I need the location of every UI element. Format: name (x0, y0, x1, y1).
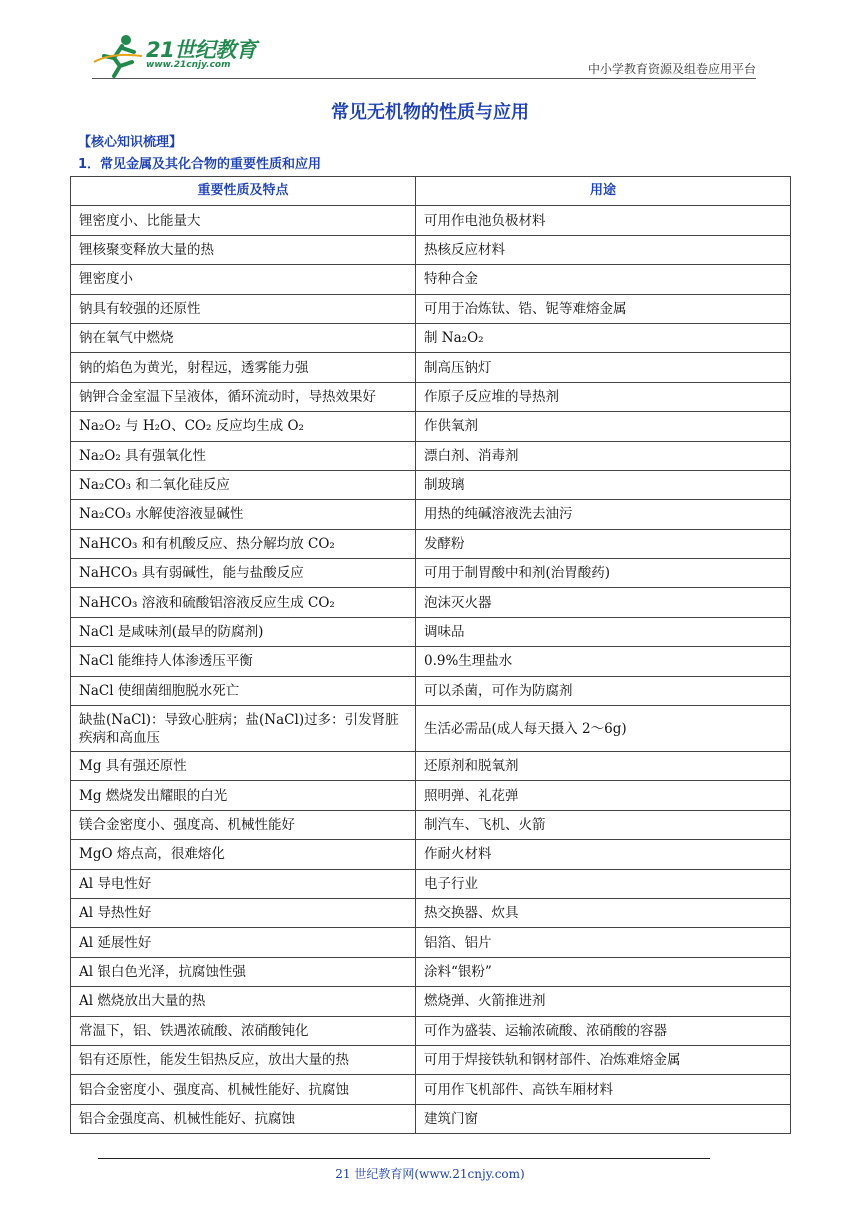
use-cell: 作耐火材料 (416, 840, 791, 869)
property-cell: 铝合金密度小、强度高、机械性能好、抗腐蚀 (71, 1075, 416, 1104)
use-cell: 可用于焊接铁轨和钢材部件、冶炼难熔金属 (416, 1045, 791, 1074)
table-row (71, 559, 791, 588)
column-header-property: 重要性质及特点 (71, 177, 416, 206)
property-cell: Na₂CO₃ 水解使溶液显碱性 (71, 500, 416, 529)
table-row (71, 353, 791, 382)
use-cell: 热核反应材料 (416, 235, 791, 264)
property-cell: 缺盐(NaCl)：导致心脏病；盐(NaCl)过多：引发肾脏疾病和高血压 (71, 706, 416, 752)
property-cell: Al 导电性好 (71, 869, 416, 898)
table-row (71, 1075, 791, 1104)
property-cell: 钠的焰色为黄光，射程远，透雾能力强 (71, 353, 416, 382)
use-cell: 作原子反应堆的导热剂 (416, 382, 791, 411)
property-cell: 常温下，铝、铁遇浓硫酸、浓硝酸钝化 (71, 1016, 416, 1045)
section-heading: 【核心知识梳理】 (78, 135, 183, 150)
use-cell: 涂料“银粉” (416, 957, 791, 986)
table-row (71, 676, 791, 705)
footer-divider (98, 1158, 710, 1159)
property-cell: Al 导热性好 (71, 898, 416, 927)
page-header (0, 0, 860, 80)
use-cell: 调味品 (416, 617, 791, 646)
property-cell: 锂密度小 (71, 265, 416, 294)
table-row (71, 928, 791, 957)
use-cell: 制 Na₂O₂ (416, 323, 791, 352)
use-cell: 漂白剂、消毒剂 (416, 441, 791, 470)
use-cell: 热交换器、炊具 (416, 898, 791, 927)
use-cell: 电子行业 (416, 869, 791, 898)
use-cell: 生活必需品(成人每天摄入 2～6g) (416, 706, 791, 752)
subsection-heading: 1．常见金属及其化合物的重要性质和应用 (78, 157, 322, 172)
table-row (71, 265, 791, 294)
property-cell: 钠钾合金室温下呈液体，循环流动时，导热效果好 (71, 382, 416, 411)
property-cell: Na₂CO₃ 和二氧化硅反应 (71, 470, 416, 499)
property-cell: NaCl 使细菌细胞脱水死亡 (71, 676, 416, 705)
table-row (71, 470, 791, 499)
property-cell: 钠在氧气中燃烧 (71, 323, 416, 352)
use-cell: 泡沫灭火器 (416, 588, 791, 617)
use-cell: 建筑门窗 (416, 1104, 791, 1133)
table-body (71, 206, 791, 1134)
table-row (71, 898, 791, 927)
table-row (71, 987, 791, 1016)
property-cell: NaHCO₃ 和有机酸反应、热分解均放 CO₂ (71, 529, 416, 558)
use-cell: 特种合金 (416, 265, 791, 294)
use-cell: 作供氧剂 (416, 412, 791, 441)
table-row (71, 647, 791, 676)
property-cell: Al 延展性好 (71, 928, 416, 957)
use-cell: 制高压钠灯 (416, 353, 791, 382)
property-cell: Mg 具有强还原性 (71, 752, 416, 781)
use-cell: 可用于冶炼钛、锆、铌等难熔金属 (416, 294, 791, 323)
table-row (71, 810, 791, 839)
table-row (71, 441, 791, 470)
property-cell: 铝合金强度高、机械性能好、抗腐蚀 (71, 1104, 416, 1133)
site-logo[interactable] (92, 32, 262, 78)
table-row (71, 412, 791, 441)
property-cell: 锂密度小、比能量大 (71, 206, 416, 235)
use-cell: 可作为盛装、运输浓硫酸、浓硝酸的容器 (416, 1016, 791, 1045)
table-row (71, 617, 791, 646)
use-cell: 可以杀菌，可作为防腐剂 (416, 676, 791, 705)
platform-name: 中小学教育资源及组卷应用平台 (587, 62, 756, 76)
table-row (71, 1016, 791, 1045)
property-cell: 锂核聚变释放大量的热 (71, 235, 416, 264)
table-header-row (71, 177, 791, 206)
logo-url: www.21cnjy.com (146, 60, 231, 70)
use-cell: 铝箔、铝片 (416, 928, 791, 957)
property-cell: Na₂O₂ 与 H₂O、CO₂ 反应均生成 O₂ (71, 412, 416, 441)
table-row (71, 529, 791, 558)
property-cell: Mg 燃烧发出耀眼的白光 (71, 781, 416, 810)
table-row (71, 323, 791, 352)
use-cell: 照明弹、礼花弹 (416, 781, 791, 810)
property-cell: MgO 熔点高，很难熔化 (71, 840, 416, 869)
properties-table (70, 176, 791, 1134)
property-cell: NaHCO₃ 溶液和硫酸铝溶液反应生成 CO₂ (71, 588, 416, 617)
property-cell: Al 银白色光泽，抗腐蚀性强 (71, 957, 416, 986)
table-row (71, 752, 791, 781)
page-title: 常见无机物的性质与应用 (331, 102, 529, 123)
table-row (71, 294, 791, 323)
table-row (71, 235, 791, 264)
use-cell: 还原剂和脱氧剂 (416, 752, 791, 781)
use-cell: 可用于制胃酸中和剂(治胃酸药) (416, 559, 791, 588)
property-cell: NaHCO₃ 具有弱碱性，能与盐酸反应 (71, 559, 416, 588)
table-row (71, 706, 791, 752)
use-cell: 燃烧弹、火箭推进剂 (416, 987, 791, 1016)
property-cell: 钠具有较强的还原性 (71, 294, 416, 323)
use-cell: 可用作飞机部件、高铁车厢材料 (416, 1075, 791, 1104)
table-row (71, 382, 791, 411)
property-cell: Al 燃烧放出大量的热 (71, 987, 416, 1016)
table-row (71, 1104, 791, 1133)
property-cell: 镁合金密度小、强度高、机械性能好 (71, 810, 416, 839)
use-cell: 可用作电池负极材料 (416, 206, 791, 235)
use-cell: 0.9%生理盐水 (416, 647, 791, 676)
table-row (71, 957, 791, 986)
table-row (71, 869, 791, 898)
logo-text: 21世纪教育 (146, 38, 257, 62)
use-cell: 发酵粉 (416, 529, 791, 558)
use-cell: 用热的纯碱溶液洗去油污 (416, 500, 791, 529)
table-row (71, 500, 791, 529)
runner-logo-icon (92, 32, 144, 78)
table-row (71, 206, 791, 235)
table-row (71, 1045, 791, 1074)
table-row (71, 588, 791, 617)
use-cell: 制汽车、飞机、火箭 (416, 810, 791, 839)
page-footer[interactable]: 21 世纪教育网(www.21cnjy.com) (335, 1167, 525, 1181)
property-cell: NaCl 能维持人体渗透压平衡 (71, 647, 416, 676)
property-cell: Na₂O₂ 具有强氧化性 (71, 441, 416, 470)
property-cell: NaCl 是咸味剂(最早的防腐剂) (71, 617, 416, 646)
use-cell: 制玻璃 (416, 470, 791, 499)
property-cell: 铝有还原性，能发生铝热反应，放出大量的热 (71, 1045, 416, 1074)
table-row (71, 840, 791, 869)
column-header-use: 用途 (416, 177, 791, 206)
table-row (71, 781, 791, 810)
header-divider (92, 78, 756, 79)
